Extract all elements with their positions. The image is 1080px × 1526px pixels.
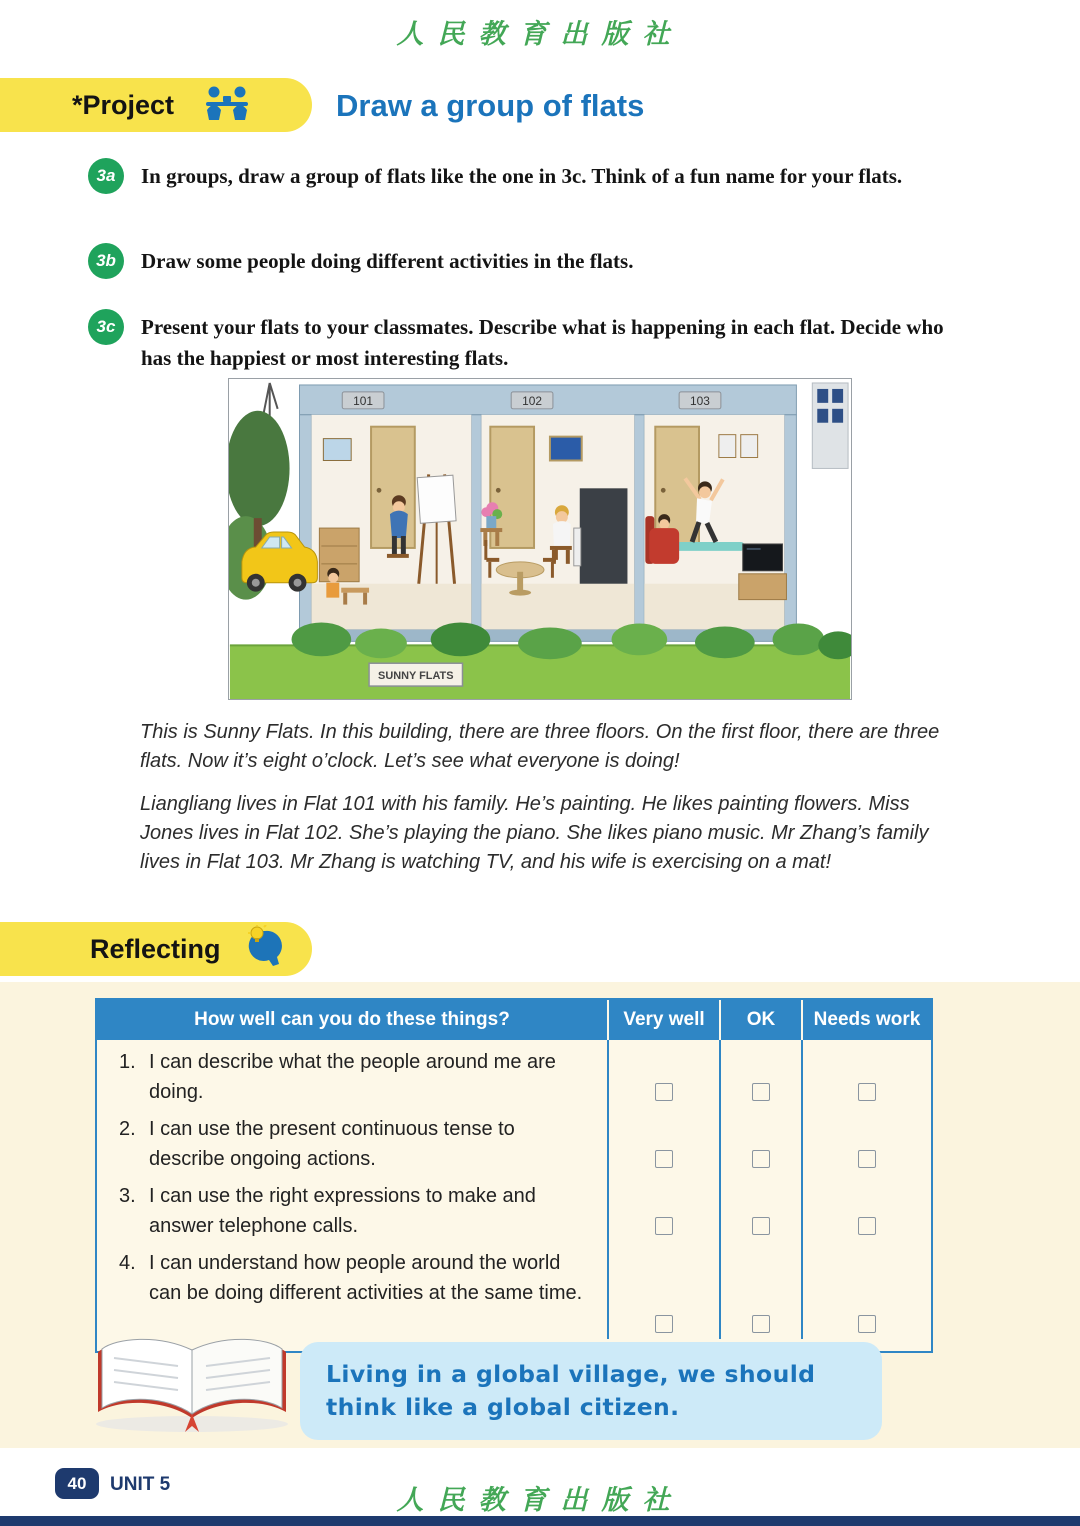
page-title: Draw a group of flats (336, 88, 645, 123)
checkbox-item4-needs-work[interactable] (858, 1315, 876, 1333)
task-3b (88, 243, 971, 279)
item-3-text: I can use the right expressions to make and answer telephone calls. (149, 1185, 536, 1237)
publisher-watermark-bottom: 人民教育出版社 (396, 1485, 684, 1516)
bottom-edge-bar (0, 1516, 1080, 1526)
table-row-2 (97, 1107, 931, 1174)
table-header-ok: OK (719, 1000, 801, 1040)
self-assessment-table (95, 998, 933, 1353)
neighbour-building (812, 383, 848, 468)
task-text-3a: In groups, draw a group of flats like the one in 3c. Think of a fun name for your flats. (141, 164, 903, 188)
checkbox-item4-very-well[interactable] (655, 1315, 673, 1333)
task-text-3c: Present your flats to your classmates. Describe what is happening in each flat. Decide who has the happiest or most interesting flats. (141, 315, 944, 370)
task-3c (88, 309, 971, 374)
checkbox-item3-very-well[interactable] (655, 1217, 673, 1235)
narration-paragraph-1: This is Sunny Flats. In this building, there are three floors. On the first floor, there are three flats. Now it’s eight o’clock. Let’s see what everyone is doing! (140, 721, 940, 772)
item-1 (97, 1040, 607, 1107)
task-badge-3b: 3b (88, 243, 124, 279)
checkbox-item1-needs-work[interactable] (858, 1083, 876, 1101)
item-3-number: 3. (119, 1185, 136, 1207)
sunny-flats-sign (369, 663, 462, 686)
flat-103-label: 103 (690, 393, 710, 408)
table-row-3 (97, 1174, 931, 1241)
task-3a (88, 158, 971, 194)
item-1-text: I can describe what the people around me are doing. (149, 1051, 556, 1103)
item-2 (97, 1107, 607, 1174)
checkbox-item3-ok[interactable] (752, 1217, 770, 1235)
reflecting-banner-label: Reflecting (90, 933, 221, 964)
page-number-badge: 40 (55, 1468, 99, 1499)
reflecting-banner (0, 922, 312, 976)
table-row-4 (97, 1241, 931, 1339)
sunny-flats-sign-text: SUNNY FLATS (378, 670, 454, 683)
item-4-number: 4. (119, 1252, 136, 1274)
table-header-row (97, 1000, 931, 1040)
quote-text: Living in a global village, we should think like a global citizen. (326, 1360, 816, 1421)
checkbox-item2-ok[interactable] (752, 1150, 770, 1168)
task-badge-3a: 3a (88, 158, 124, 194)
task-text-3b: Draw some people doing different activities in the flats. (141, 249, 634, 273)
table-header-question: How well can you do these things? (97, 1000, 607, 1040)
item-1-number: 1. (119, 1051, 136, 1073)
checkbox-item2-needs-work[interactable] (858, 1150, 876, 1168)
flat-102-label: 102 (522, 393, 542, 408)
checkbox-item1-ok[interactable] (752, 1083, 770, 1101)
item-3 (97, 1174, 607, 1241)
narration-paragraph-2: Liangliang lives in Flat 101 with his family. He’s painting. He likes painting flowers. Miss Jones lives in Flat 102. She’s playing the piano. She likes piano music. Mr Zhang’s family lives in Flat 103. Mr Zhang is watching TV, and his wife is exercising on a mat! (140, 793, 929, 873)
table-row-1 (97, 1040, 931, 1107)
task-badge-3c: 3c (88, 309, 124, 345)
head-with-lightbulb-icon (245, 925, 291, 974)
table-body (97, 1040, 931, 1351)
item-4-text: I can understand how people around the world can be doing different activities at the same time. (149, 1252, 583, 1304)
people-at-table-icon (198, 84, 256, 127)
item-4 (97, 1241, 607, 1339)
unit-label: UNIT 5 (110, 1474, 171, 1495)
item-2-text: I can use the present continuous tense to describe ongoing actions. (149, 1118, 515, 1170)
item-2-number: 2. (119, 1118, 136, 1140)
open-book-illustration (86, 1332, 298, 1441)
flat-101-label: 101 (353, 393, 374, 408)
checkbox-item3-needs-work[interactable] (858, 1217, 876, 1235)
checkbox-item4-ok[interactable] (752, 1315, 770, 1333)
project-banner-label: *Project (72, 89, 175, 120)
quote-box (300, 1342, 882, 1440)
publisher-watermark-top: 人民教育出版社 (396, 19, 684, 50)
table-header-needs-work: Needs work (801, 1000, 931, 1040)
table-header-very-well: Very well (607, 1000, 719, 1040)
checkbox-item1-very-well[interactable] (655, 1083, 673, 1101)
project-banner (0, 78, 312, 132)
checkbox-item2-very-well[interactable] (655, 1150, 673, 1168)
flats-illustration (228, 378, 852, 700)
